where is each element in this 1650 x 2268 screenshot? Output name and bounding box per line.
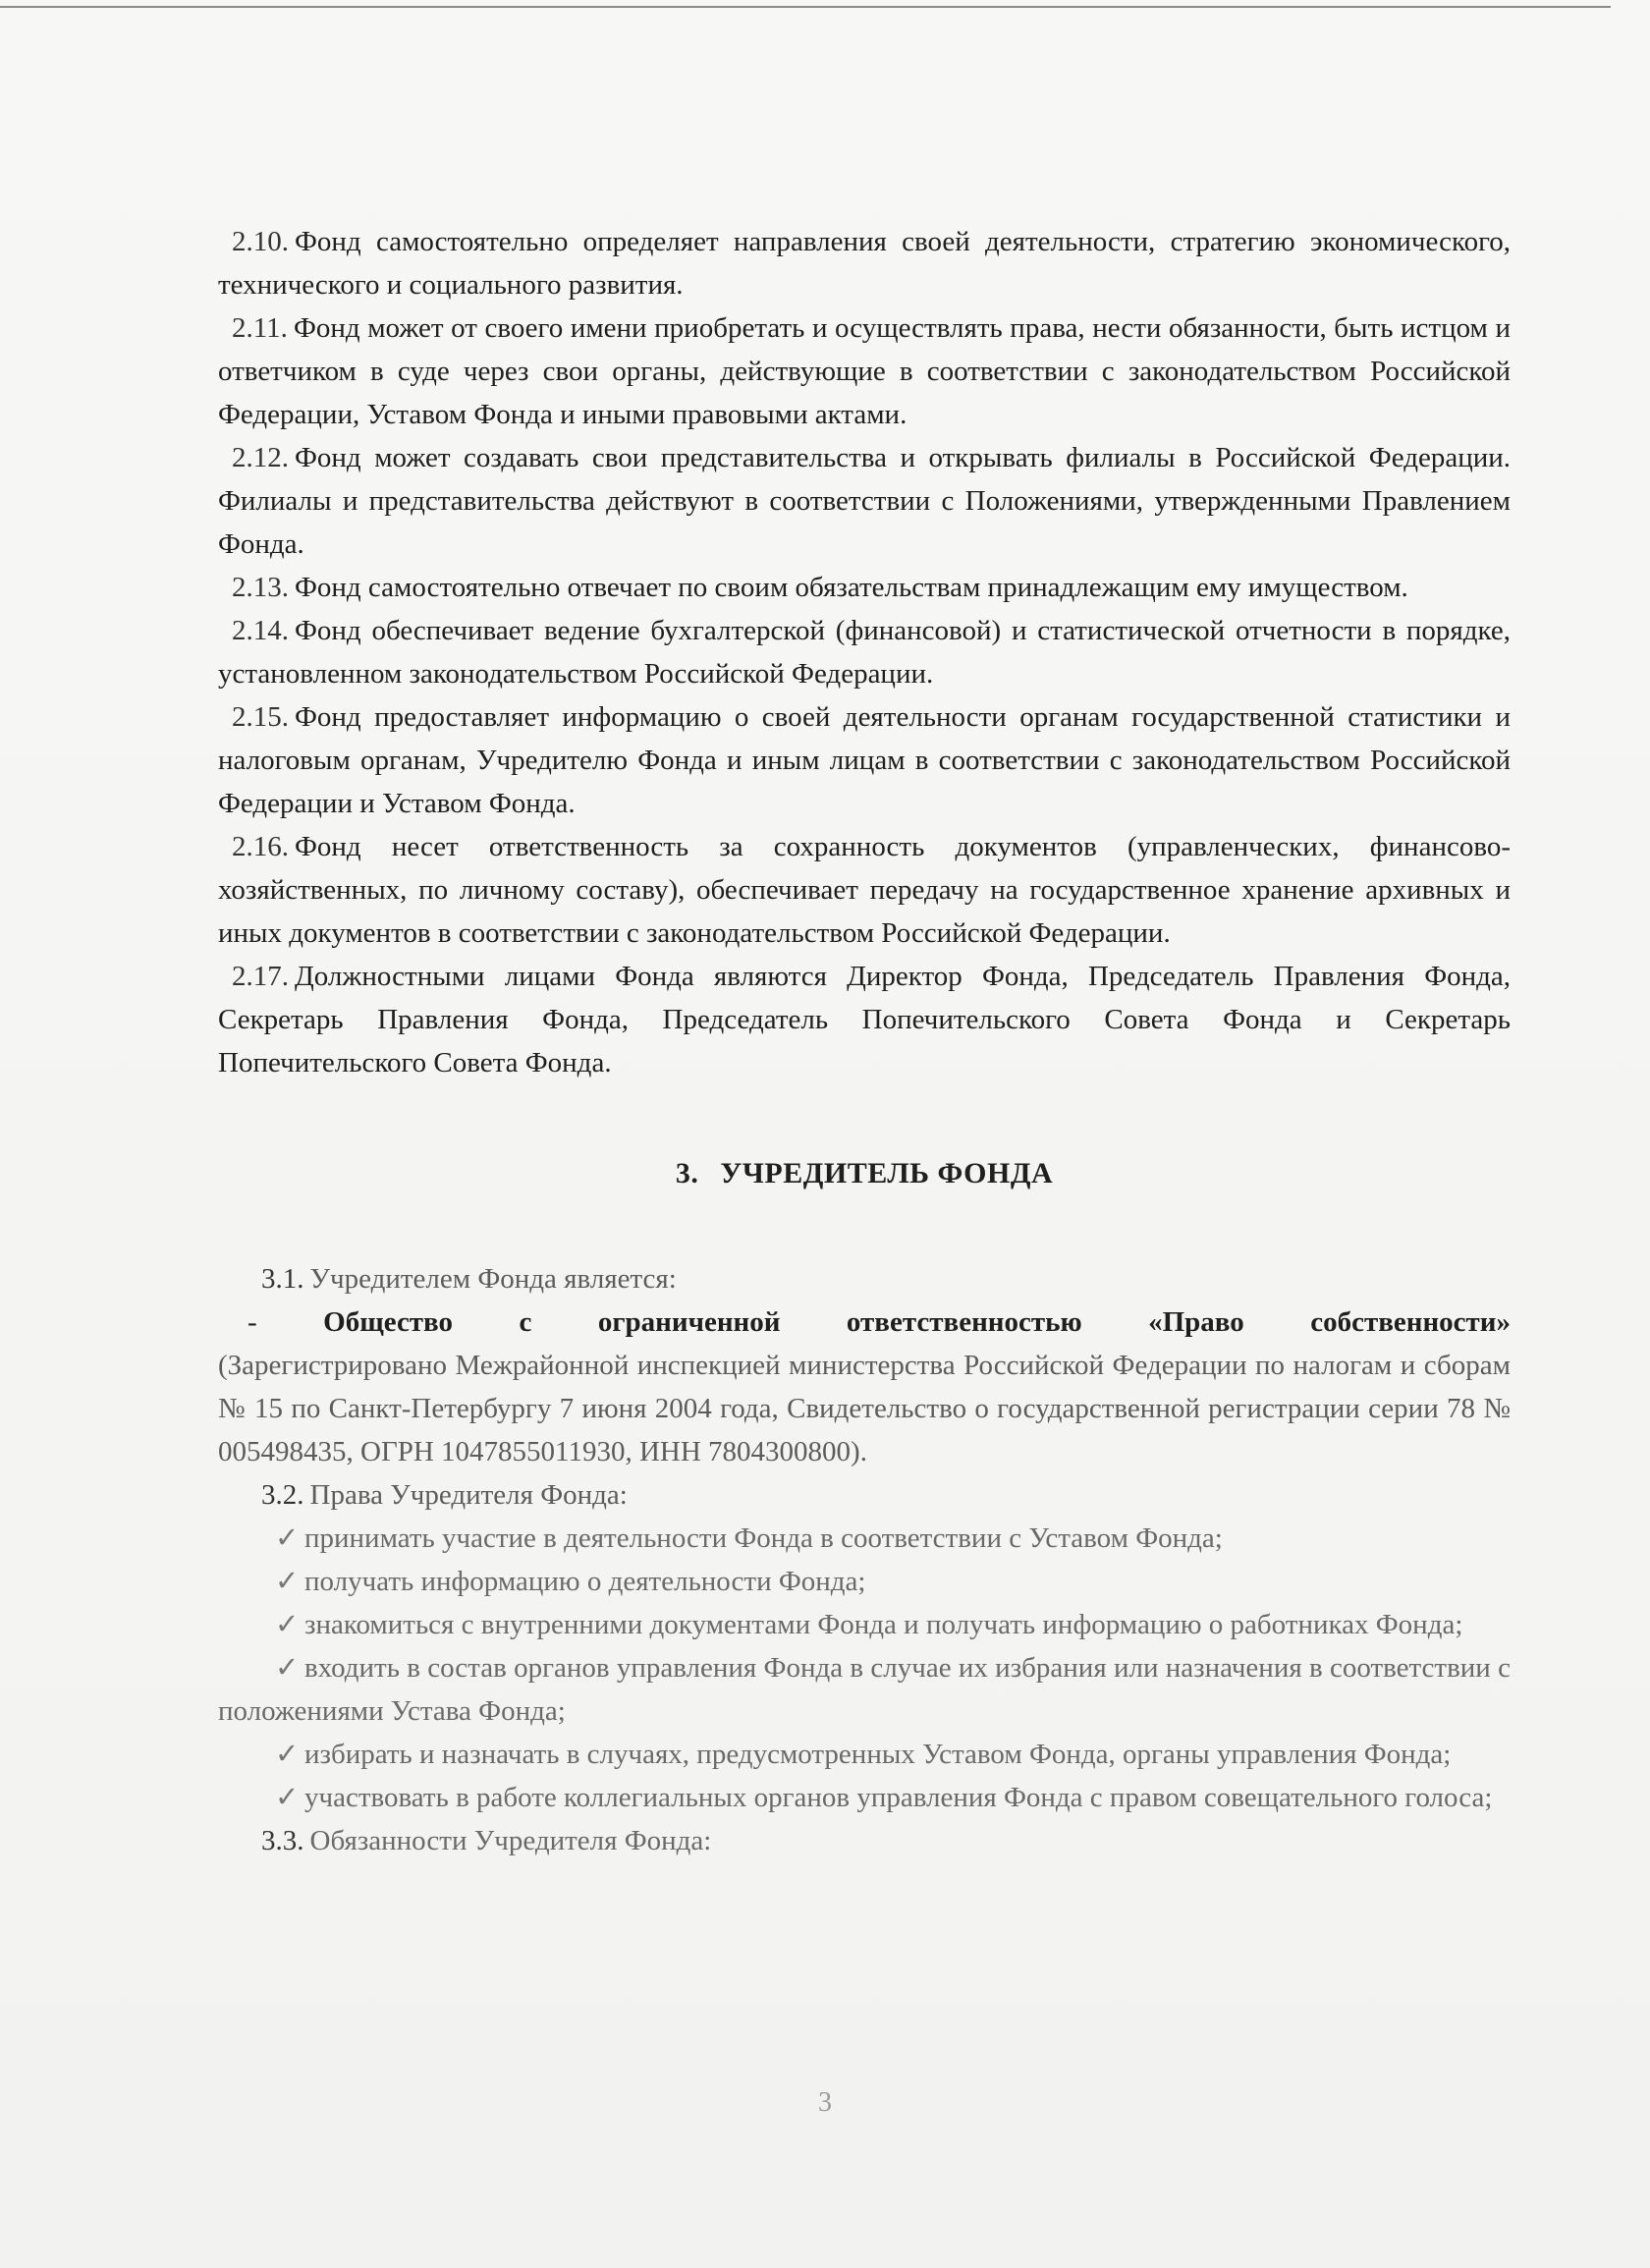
paragraph-number: 3.2. — [261, 1479, 304, 1511]
right-item — [218, 1560, 1511, 1603]
paragraph-2-12 — [218, 436, 1511, 566]
paragraph-number: 2.11. — [232, 312, 288, 344]
paragraph-text: Права Учредителя Фонда: — [309, 1479, 628, 1511]
paragraph-3-3 — [218, 1819, 1511, 1862]
checkmark-icon: ✓ — [275, 1522, 300, 1554]
right-text: избирать и назначать в случаях, предусмотренных Уставом Фонда, органы управления Фонда; — [304, 1739, 1452, 1770]
right-text: знакомиться с внутренними документами Фонда и получать информацию о работниках Фонда; — [304, 1609, 1463, 1640]
right-text: входить в состав органов управления Фонда в случае их избрания или назначения в соответствии с положениями Устава Фонда; — [218, 1652, 1511, 1727]
paragraph-number: 3.1. — [261, 1263, 304, 1295]
section-3-body — [218, 1257, 1511, 1862]
paragraph-3-2 — [218, 1473, 1511, 1517]
right-text: принимать участие в деятельности Фонда в соответствии с Уставом Фонда; — [304, 1522, 1223, 1554]
founder-dash: - — [248, 1306, 257, 1338]
paragraph-text: Фонд обеспечивает ведение бухгалтерской (финансовой) и статистической отчетности в порядке, установленном законодательством Российской Федерации. — [218, 615, 1511, 690]
checkmark-icon: ✓ — [275, 1739, 300, 1770]
paragraph-text: Должностными лицами Фонда являются Директор Фонда, Председатель Правления Фонда, Секретарь Правления Фонда, Председатель Попечительского Совета Фонда и Секретарь Попечительского Совета Фонда. — [218, 961, 1511, 1079]
paragraph-number: 3.3. — [261, 1825, 304, 1856]
paragraph-number: 2.15. — [232, 701, 289, 733]
paragraph-number: 2.14. — [232, 615, 289, 646]
paragraph-2-16 — [218, 825, 1511, 955]
page-number: 3 — [818, 2087, 832, 2118]
right-item — [218, 1776, 1511, 1819]
right-item — [218, 1646, 1511, 1733]
paragraph-text: Фонд может создавать свои представительства и открывать филиалы в Российской Федерации. Филиалы и представительства действуют в соответствии с Положениями, утвержденными Правлением Фонда. — [218, 442, 1511, 560]
right-item — [218, 1517, 1511, 1560]
paragraph-number: 2.10. — [232, 226, 289, 257]
paragraph-number: 2.12. — [232, 442, 289, 473]
paragraph-2-17 — [218, 955, 1511, 1084]
checkmark-icon: ✓ — [275, 1652, 300, 1684]
paragraph-2-11 — [218, 306, 1511, 436]
paragraph-text: Фонд самостоятельно определяет направления своей деятельности, стратегию экономического, технического и социального развития. — [218, 226, 1511, 301]
paragraph-2-14 — [218, 609, 1511, 695]
checkmark-icon: ✓ — [275, 1566, 300, 1597]
paragraph-number: 2.13. — [232, 572, 289, 603]
paragraph-number: 2.17. — [232, 961, 289, 992]
section-3-heading — [218, 1157, 1511, 1190]
section-number: 3. — [675, 1157, 699, 1189]
founder-name-line — [218, 1300, 1511, 1344]
right-item — [218, 1603, 1511, 1646]
section-2-body — [218, 220, 1511, 1084]
paragraph-text: Учредителем Фонда является: — [309, 1263, 677, 1295]
founder-name: Общество с ограниченной ответственностью «Право собственности» — [323, 1306, 1512, 1338]
paragraph-text: Фонд предоставляет информацию о своей деятельности органам государственной статистики и налоговым органам, Учредителю Фонда и иным лицам в соответствии с законодательством Российской Федерации и Уставом Фонда. — [218, 701, 1511, 819]
top-border-line — [0, 6, 1611, 8]
paragraph-2-13 — [218, 566, 1511, 609]
paragraph-3-1 — [218, 1257, 1511, 1300]
paragraph-text: Обязанности Учредителя Фонда: — [309, 1825, 712, 1856]
checkmark-icon: ✓ — [275, 1609, 300, 1640]
paragraph-text: Фонд может от своего имени приобретать и осуществлять права, нести обязанности, быть истцом и ответчиком в суде через свои органы, действующие в соответствии с законодательством Российской Федерации, Уставом Фонда и иными правовыми актами. — [218, 312, 1511, 430]
right-text: участвовать в работе коллегиальных органов управления Фонда с правом совещательного голоса; — [304, 1782, 1493, 1813]
paragraph-text: Фонд несет ответственность за сохранность документов (управленческих, финансово-хозяйственных, по личному составу), обеспечивает передачу на государственное хранение архивных и иных документов в соответствии с законодательством Российской Федерации. — [218, 831, 1511, 949]
paragraph-2-10 — [218, 220, 1511, 306]
founder-registration-details: (Зарегистрировано Межрайонной инспекцией министерства Российской Федерации по налогам и сборам № 15 по Санкт-Петербургу 7 июня 2004 года, Свидетельство о государственной регистрации серии 78 № 005498435, ОГРН 1047855011930, ИНН 7804300800). — [218, 1350, 1511, 1467]
right-text: получать информацию о деятельности Фонда; — [304, 1566, 866, 1597]
right-item — [218, 1733, 1511, 1776]
paragraph-2-15 — [218, 695, 1511, 825]
checkmark-icon: ✓ — [275, 1782, 300, 1813]
paragraph-text: Фонд самостоятельно отвечает по своим обязательствам принадлежащим ему имуществом. — [295, 572, 1408, 603]
section-title: УЧРЕДИТЕЛЬ ФОНДА — [720, 1157, 1054, 1189]
paragraph-number: 2.16. — [232, 831, 289, 862]
